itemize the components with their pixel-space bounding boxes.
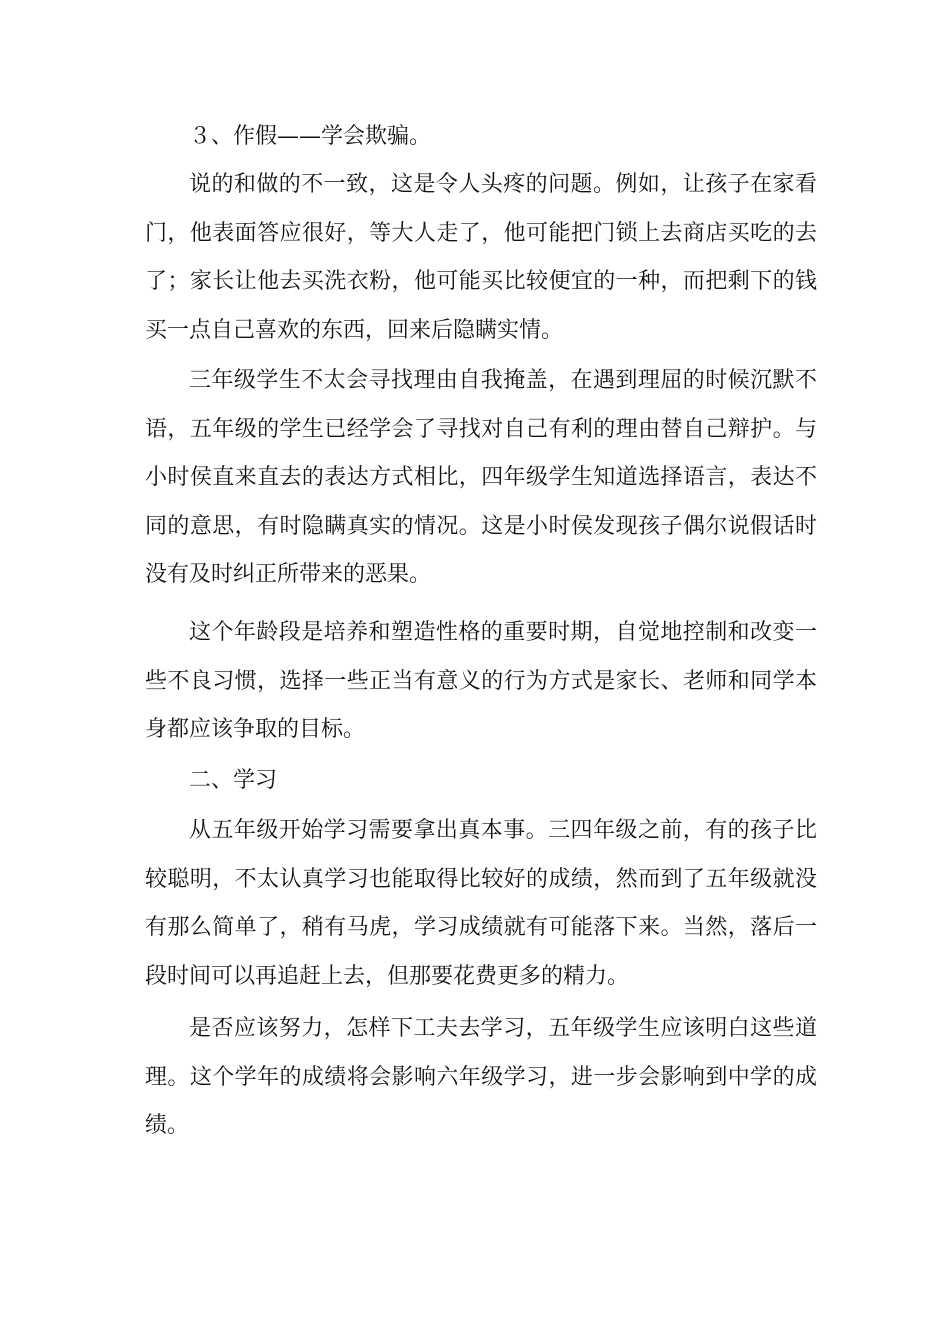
paragraph-grade-comparison: 三年级学生不太会寻找理由自我掩盖，在遇到理屈的时候沉默不语，五年级的学生已经学会了寻找对自己有利的理由替自己辩护。与小时侯直来直去的表达方式相比，四年级学生知道选择语言，表达不同的意思，有时隐瞒真实的情况。这是小时侯发现孩子偶尔说假话时没有及时纠正所带来的恶果。 [145,368,817,588]
section-heading-study: 二、学习 [189,768,278,793]
paragraph-inconsistency: 说的和做的不一致，这是令人头疼的问题。例如，让孩子在家看门，他表面答应很好，等大人走了，他可能把门锁上去商店买吃的去了；家长让他去买洗衣粉，他可能买比较便宜的一种，而把剩下的钱买一点自己喜欢的东西，回来后隐瞒实情。 [145,172,817,343]
section-heading-deception: ３、作假——学会欺骗。 [189,124,432,149]
paragraph-grade-five-study: 从五年级开始学习需要拿出真本事。三四年级之前，有的孩子比较聪明，不太认真学习也能取得比较好的成绩，然而到了五年级就没有那么简单了，稍有马虎，学习成绩就有可能落下来。当然，落后一段时间可以再追赶上去，但那要花费更多的精力。 [145,818,817,989]
paragraph-effort: 是否应该努力，怎样下工夫去学习，五年级学生应该明白这些道理。这个学年的成绩将会影响六年级学习，进一步会影响到中学的成绩。 [145,1016,817,1139]
paragraph-character-period: 这个年龄段是培养和塑造性格的重要时期，自觉地控制和改变一些不良习惯，选择一些正当有意义的行为方式是家长、老师和同学本身都应该争取的目标。 [145,620,817,743]
